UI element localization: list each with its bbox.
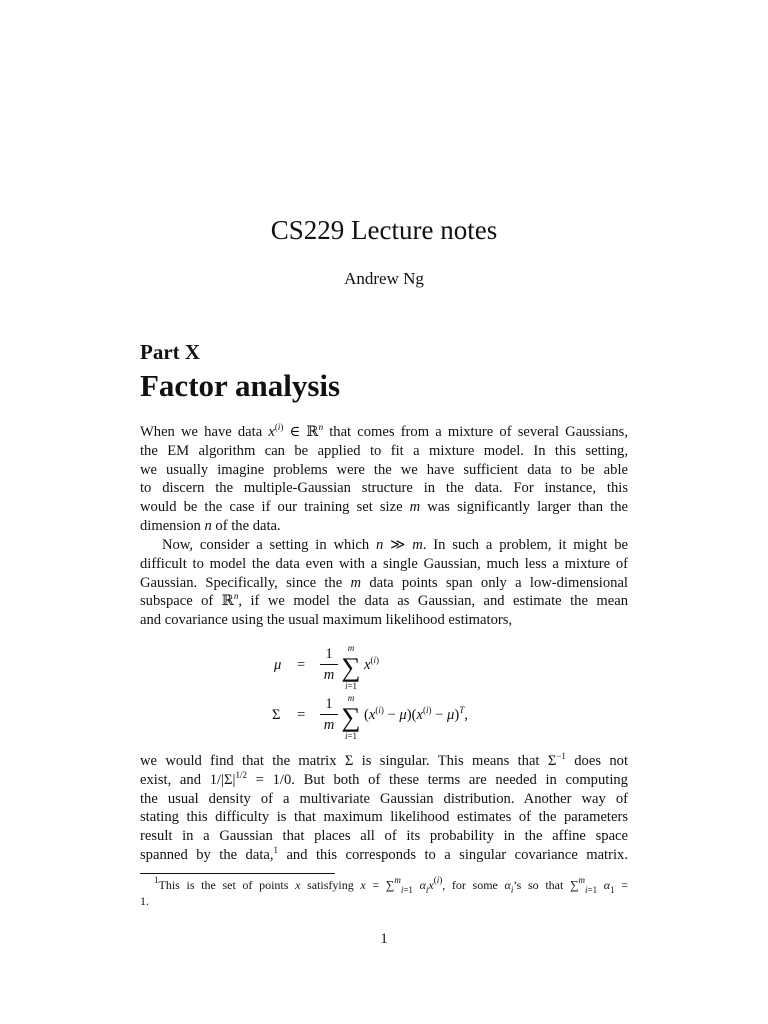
text-line: exist, and $1/|\Sigma|^{1/2} = 1/0$. But both of these terms are needed in computing — [140, 769, 628, 788]
footnote-marker: 1 — [273, 844, 279, 855]
footnote-line: 1. — [140, 894, 149, 908]
footnote-rule — [140, 873, 335, 874]
footnote-line: $^1$This is the set of points x satisfying x = ∑$^m_{i=1}$ $\alpha_ix^{(i)}$, for some $\alpha_i’s$ so that ∑$^m_{i=1}$ $\alpha_1$ = — [154, 875, 629, 895]
text-line: the EM algorithm can be applied to fit a mixture model. In this setting, — [140, 442, 628, 459]
paragraph-intro — [140, 423, 628, 536]
text-line: we usually imagine problems were the we have sufficient data to be able — [140, 461, 628, 478]
page: CS229 Lecture notes Andrew Ng Part X Factor analysis When we have data $x^{(i)}$ ∈ ℝ$^n$ that comes from a mixture of several Gaussians, the EM algorithm can be applied to fit a mixture model. In this setting, we usually imagine problems were the we have sufficient data to be able to discern the multiple-Gaussian structure in the data. For instance, this would be the case if our training set size m was significantly larger than the dimension n of the data. Now, consider a setting in which n ≫ m. In such a problem, it might be difficult to model the data even with a single Gaussian, much less a mixture of Gaussian. Specifically, since the m data points span only a low-dimensional subspace of ℝ$^n$, if we model the data as Gaussian, and estimate the mean and covariance using the usual maximum likelihood estimators, μ = 1 m m ∑ i=1 $x^{(i)}$ Σ = 1 m m ∑ i=1 $(x^{(i)} - \mu)(x^{(i)} - \mu)^T$, we would find that the matrix Σ is singular. This means that $\Sigma^{-1}$ does not exist, and $1/|\Sigma|^{1/2} = 1/0$. But both of these terms are needed in computing the usual density of a multivariate Gaussian distribution. Another way of stating this difficulty is that maximum likelihood estimates of the parameters result in a Gaussian that places all of its probability in the affine space spanned by the data,$^1$ and this corresponds to a singular covariance matrix. $^1$This is the set of points x satisfying x = ∑$^m_{i=1}$ $\alpha_ix^{(i)}$, for some $\alpha_i’s$ so that ∑$^m_{i=1}$ $\alpha_1$ = 1. 1 — [0, 0, 768, 1024]
text-line: and covariance using the usual maximum likelihood estimators, — [140, 612, 513, 629]
text-line: dimension n of the data. — [140, 517, 281, 534]
text-line: spanned by the data,$^1$ and this corresponds to a singular covariance matrix. — [140, 844, 628, 863]
text-line: to discern the multiple-Gaussian structure in the data. For instance, this — [140, 480, 628, 497]
part-label: Part X — [140, 340, 201, 364]
paragraph-singular — [140, 752, 628, 865]
text-line: we would find that the matrix Σ is singular. This means that $\Sigma^{-1}$ does not — [140, 751, 628, 769]
text-line: Gaussian. Specifically, since the m data points span only a low-dimensional — [140, 574, 628, 591]
text-line: result in a Gaussian that places all of its probability in the affine space — [140, 828, 628, 845]
paragraph-setting — [140, 536, 628, 630]
document-title: CS229 Lecture notes — [270, 215, 498, 245]
text-line: When we have data $x^{(i)}$ ∈ ℝ$^n$ that comes from a mixture of several Gaussians, — [140, 422, 629, 440]
text-line: would be the case if our training set size m was significantly larger than the — [140, 499, 629, 516]
document-author: Andrew Ng — [344, 269, 424, 288]
page-number: 1 — [380, 931, 388, 947]
text-line: the usual density of a multivariate Gaussian distribution. Another way of — [140, 790, 628, 807]
text-line: subspace of ℝ$^n$, if we model the data as Gaussian, and estimate the mean — [140, 591, 628, 610]
chapter-title: Factor analysis — [140, 368, 341, 403]
text-line: difficult to model the data even with a single Gaussian, much less a mixture of — [140, 555, 628, 572]
text-line: Now, consider a setting in which n ≫ m. In such a problem, it might be — [162, 537, 628, 553]
footnote — [140, 877, 628, 909]
text-line: stating this difficulty is that maximum likelihood estimates of the parameters — [140, 809, 628, 826]
